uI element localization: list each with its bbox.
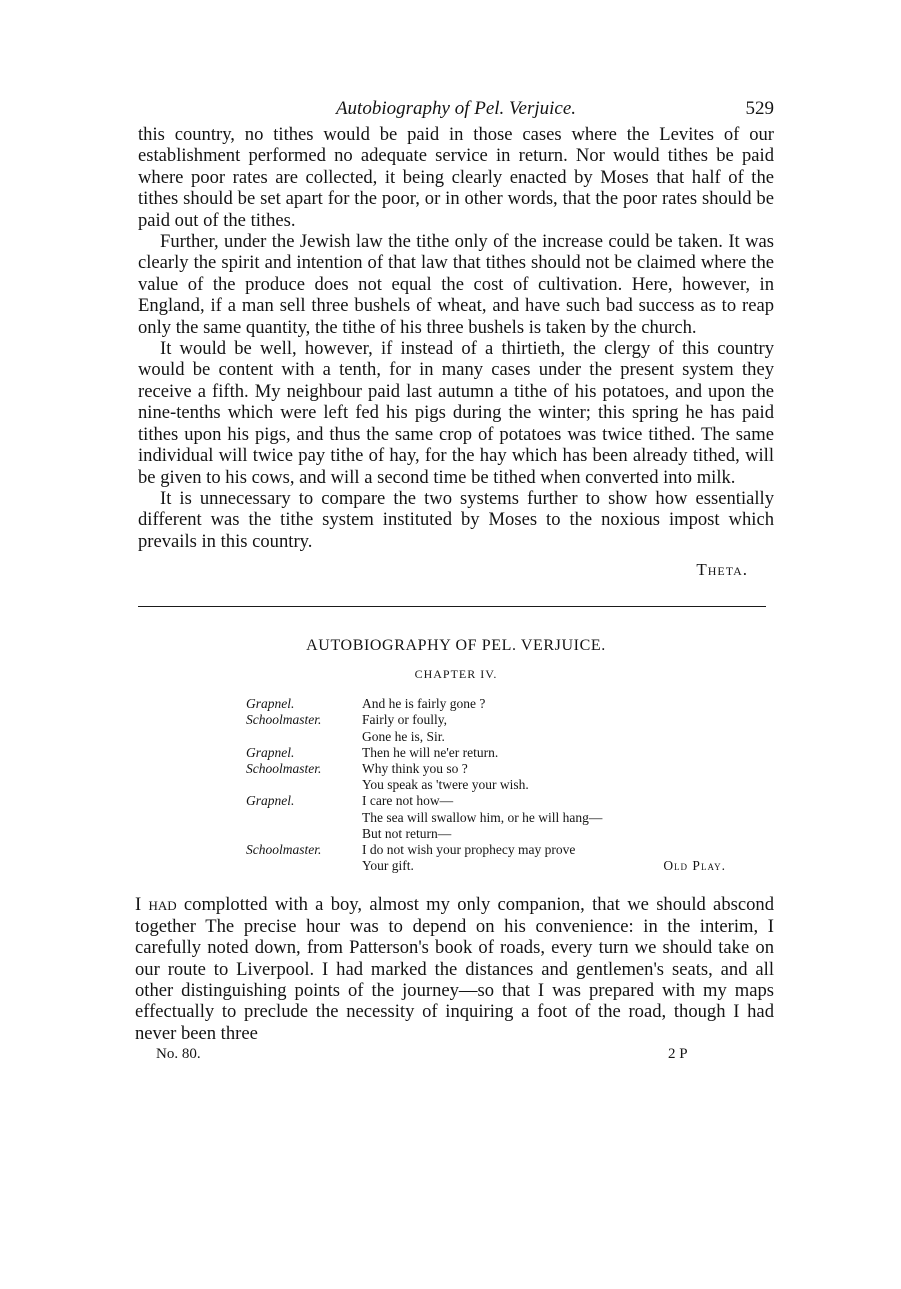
epigraph-line: Fairly or foully, <box>362 712 447 728</box>
signature-mark: 2 P <box>668 1046 688 1063</box>
page-footer <box>138 1046 774 1066</box>
section-divider <box>138 606 766 607</box>
paragraph-2: Further, under the Jewish law the tithe only of the increase could be taken. It was clearly the spirit and intention of that law that tithes should not be claimed where the value of the produce does not equal the cost of cultivation. Here, however, in England, if a man sell three bushels of wheat, and have such bad success as to reap only the same quantity, the tithe of his three bushels is taken by the church. <box>138 231 774 338</box>
running-header <box>138 98 774 124</box>
epigraph-citation <box>246 858 726 874</box>
epigraph-speaker <box>246 777 362 793</box>
author-signature: Theta. <box>696 560 748 580</box>
drop-lead-words: I had <box>135 894 177 916</box>
epigraph <box>246 696 726 874</box>
paragraph-3: It would be well, however, if instead of a thirtieth, the clergy of this country would be content with a tenth, for in many cases under the present system they receive a fifth. My neighbour paid last autumn a tithe of his potatoes, and upon the nine-tenths which were left fed his pigs during the winter; this spring he has paid tithes upon his pigs, and thus the same crop of potatoes was twice tithed. The same individual will twice pay tithe of hay, for the hay which has been already tithed, will be given to his cows, and will a second time be tithed when converted into milk. <box>138 338 774 488</box>
epigraph-row <box>246 729 726 745</box>
epigraph-line: Gone he is, Sir. <box>362 728 445 744</box>
epigraph-row <box>246 696 726 712</box>
epigraph-speaker: Grapnel. <box>246 793 295 809</box>
epigraph-line: The sea will swallow him, or he will hang— <box>362 809 603 825</box>
paragraph-1: this country, no tithes would be paid in those cases where the Levites of our establishment performed no adequate service in return. Nor would tithes be paid where poor rates are collected, it being clearly enacted by Moses that half of the tithes should be set apart for the poor, or in other words, that the poor rates should be paid out of the tithes. <box>138 124 774 231</box>
article-title: AUTOBIOGRAPHY OF PEL. VERJUICE. <box>306 637 606 655</box>
chapter-paragraph-text: complotted with a boy, almost my only companion, that we should abscond together The precise hour was to depend on his convenience: in the interim, I carefully noted down, from Patterson's book of roads, every turn we should take on our route to Liverpool. I had marked the distances and gentlemen's seats, and all other distinguishing points of the journey—so that I was prepared with my maps effectually to preclude the necessity of inquiring a foot of the road, though I had never been three <box>135 894 774 1044</box>
epigraph-row <box>246 761 726 777</box>
page-number: 529 <box>745 98 774 119</box>
running-title: Autobiography of Pel. Verjuice. <box>335 98 577 119</box>
epigraph-line: Why think you so ? <box>362 760 468 776</box>
epigraph-row <box>246 712 726 728</box>
epigraph-row <box>246 745 726 761</box>
page <box>135 98 774 1066</box>
epigraph-speaker: Grapnel. <box>246 744 295 760</box>
paragraph-4: It is unnecessary to compare the two systems further to show how essentially different was the tithe system instituted by Moses to the noxious impost which prevails in this country. <box>138 487 774 552</box>
epigraph-line: Then he will ne'er return. <box>362 744 499 760</box>
epigraph-row <box>246 810 726 826</box>
epigraph-line: I care not how— <box>362 793 454 809</box>
epigraph-row <box>246 777 726 793</box>
issue-number: No. 80. <box>156 1046 201 1063</box>
epigraph-source: Old Play. <box>663 858 726 874</box>
epigraph-speaker <box>246 826 362 842</box>
epigraph-speaker: Schoolmaster. <box>246 712 322 728</box>
epigraph-speaker <box>246 810 362 826</box>
chapter-paragraph <box>135 894 774 1044</box>
epigraph-line: You speak as 'twere your wish. <box>362 777 529 793</box>
epigraph-row <box>246 793 726 809</box>
chapter-title: CHAPTER IV. <box>414 667 498 682</box>
epigraph-line: And he is fairly gone ? <box>362 696 486 712</box>
epigraph-speaker <box>246 729 362 745</box>
epigraph-line: I do not wish your prophecy may prove <box>362 841 576 857</box>
epigraph-speaker: Grapnel. <box>246 696 295 712</box>
epigraph-line: But not return— <box>362 825 452 841</box>
epigraph-speaker: Schoolmaster. <box>246 760 322 776</box>
epigraph-row <box>246 826 726 842</box>
epigraph-row <box>246 842 726 858</box>
epigraph-last-line: Your gift. <box>362 858 414 874</box>
epigraph-speaker: Schoolmaster. <box>246 841 322 857</box>
